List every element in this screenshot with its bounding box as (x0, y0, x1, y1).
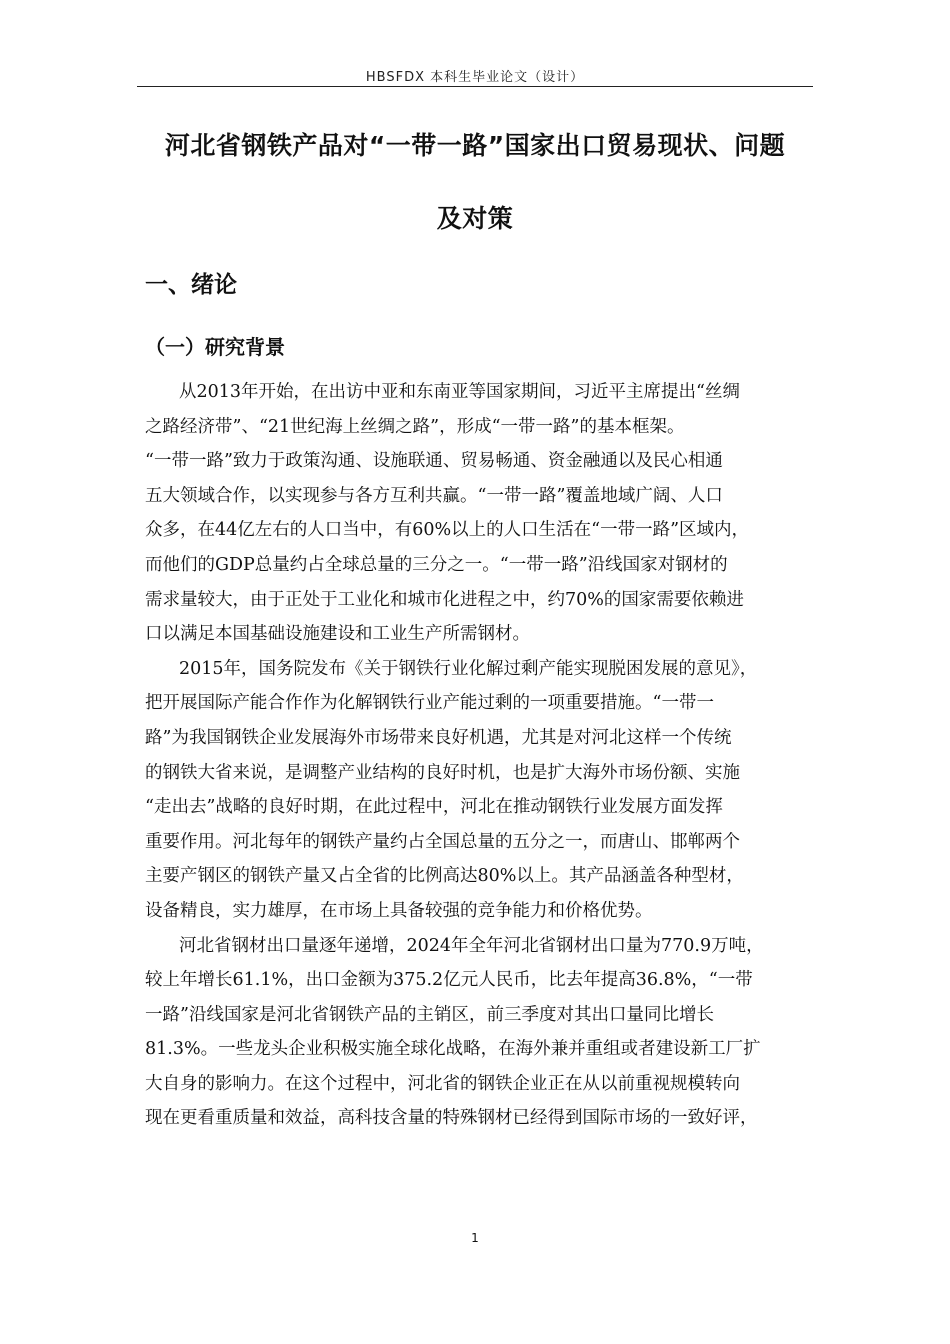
document-title-line-2: 及对策 (436, 204, 514, 233)
paragraph-2-line-6: 重要作用。河北每年的钢铁产量约占全国总量的五分之一，而唐山、邯郸两个 (145, 831, 740, 852)
paragraph-3-line-2: 较上年增长61.1%，出口金额为375.2亿元人民币，比去年提高36.8%，“一带 (145, 970, 753, 991)
page-header: HBSFDX 本科生毕业论文（设计） (365, 70, 585, 85)
paragraph-3-line-4: 81.3%。一些龙头企业积极实施全球化战略，在海外兼并重组或者建设新工厂扩 (145, 1039, 761, 1060)
paragraph-1-line-7: 需求量较大，由于正处于工业化和城市化进程之中，约70%的国家需要依赖进 (145, 589, 744, 610)
paragraph-2-line-8: 设备精良，实力雄厚，在市场上具备较强的竞争能力和价格优势。 (145, 900, 653, 921)
paragraph-1-line-4: 五大领域合作，以实现参与各方互利共赢。“一带一路”覆盖地域广阔、人口 (145, 485, 723, 506)
body-text (145, 375, 810, 1136)
paragraph-3-line-5: 大自身的影响力。在这个过程中，河北省的钢铁企业正在从以前重视规模转向 (145, 1073, 740, 1094)
paragraph-1-line-8: 口以满足本国基础设施建设和工业生产所需钢材。 (145, 624, 530, 645)
header-divider (137, 86, 813, 87)
paragraph-1-line-6: 而他们的GDP总量约占全球总量的三分之一。“一带一路”沿线国家对钢材的 (145, 554, 728, 575)
paragraph-2-line-7: 主要产钢区的钢铁产量又占全省的比例高达80%以上。其产品涵盖各种型材， (145, 866, 744, 887)
paragraph-2-line-1: 2015年，国务院发布《关于钢铁行业化解过剩产能实现脱困发展的意见》， (179, 658, 758, 679)
paragraph-2-line-2: 把开展国际产能合作作为化解钢铁行业产能过剩的一项重要措施。“一带一 (145, 693, 714, 714)
paragraph-2-line-5: “走出去”战略的良好时期，在此过程中，河北在推动钢铁行业发展方面发挥 (145, 797, 723, 818)
paragraph-2-line-3: 路”为我国钢铁企业发展海外市场带来良好机遇，尤其是对河北这样一个传统 (145, 727, 732, 748)
subsection-heading: （一）研究背景 (145, 335, 285, 359)
paragraph-3-line-1: 河北省钢材出口量逐年递增，2024年全年河北省钢材出口量为770.9万吨， (179, 935, 764, 956)
paragraph-1-line-5: 众多，在44亿左右的人口当中，有60%以上的人口生活在“一带一路”区域内， (145, 520, 750, 541)
paragraph-1-line-2: 之路经济带”、“21世纪海上丝绸之路”，形成“一带一路”的基本框架。 (145, 416, 685, 437)
paragraph-3-line-6: 现在更看重质量和效益，高科技含量的特殊钢材已经得到国际市场的一致好评， (145, 1108, 758, 1129)
paragraph-2-line-4: 的钢铁大省来说，是调整产业结构的良好时机，也是扩大海外市场份额、实施 (145, 762, 740, 783)
paragraph-1-line-1: 从2013年开始，在出访中亚和东南亚等国家期间，习近平主席提出“丝绸 (179, 382, 740, 402)
page-number: 1 (471, 1231, 479, 1245)
paragraph-1-line-3: “一带一路”致力于政策沟通、设施联通、贸易畅通、资金融通以及民心相通 (145, 451, 723, 472)
document-title-line-1: 河北省钢铁产品对“一带一路”国家出口贸易现状、问题 (164, 131, 786, 160)
section-heading: 一、绪论 (145, 272, 237, 298)
paragraph-3-line-3: 一路”沿线国家是河北省钢铁产品的主销区，前三季度对其出口量同比增长 (145, 1004, 714, 1025)
